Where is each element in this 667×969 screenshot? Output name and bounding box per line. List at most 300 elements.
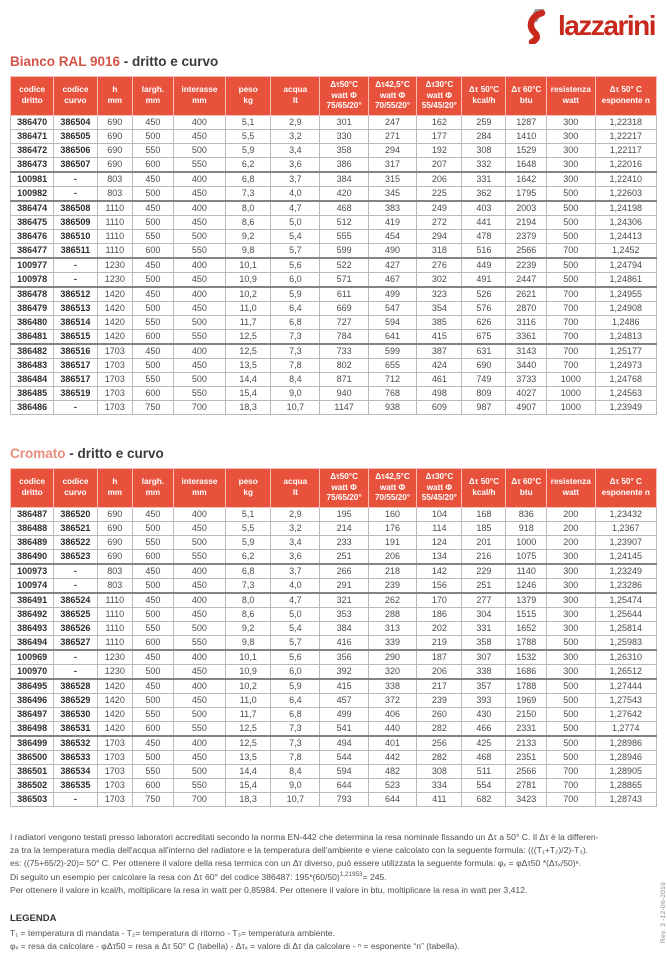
cell: 4,0 <box>271 578 320 593</box>
cell: 2133 <box>506 736 547 751</box>
cell: 468 <box>462 750 506 764</box>
cell-codice-curvo: 386521 <box>54 521 97 535</box>
cell: 2150 <box>506 707 547 721</box>
cell: 1969 <box>506 693 547 707</box>
table-row <box>11 535 657 549</box>
cell: 2566 <box>506 243 547 258</box>
cell: 500 <box>133 693 174 707</box>
column-header: Δτ 50° C esponente n <box>595 77 656 116</box>
cell: 323 <box>417 287 462 302</box>
cell: 809 <box>462 386 506 400</box>
cell-codice-curvo: - <box>54 664 97 679</box>
cell: 550 <box>133 535 174 549</box>
cell: 511 <box>462 764 506 778</box>
example-result: = 245. <box>362 871 387 882</box>
cell: 600 <box>133 549 174 564</box>
cell: 300 <box>547 578 595 593</box>
cell: 802 <box>320 358 368 372</box>
cell-codice-curvo: 386512 <box>54 287 97 302</box>
column-header: Δτ30°C watt Φ 55/45/20° <box>417 77 462 116</box>
cell: 500 <box>133 272 174 287</box>
cell: 1110 <box>97 593 133 608</box>
cell: 1000 <box>547 386 595 400</box>
cell-codice-dritto: 386477 <box>11 243 54 258</box>
cell-codice-curvo: 386509 <box>54 215 97 229</box>
cell: 1,24955 <box>595 287 656 302</box>
cell: 383 <box>368 201 416 216</box>
cell: 393 <box>462 693 506 707</box>
cell-codice-dritto: 386479 <box>11 301 54 315</box>
cell: 358 <box>462 635 506 650</box>
cell-codice-dritto: 386476 <box>11 229 54 243</box>
cell: 550 <box>173 329 225 344</box>
cell: 1,23949 <box>595 400 656 414</box>
cell: 168 <box>462 507 506 521</box>
cell: 441 <box>462 215 506 229</box>
cell-codice-curvo: 386508 <box>54 201 97 216</box>
cell-codice-dritto: 100969 <box>11 650 54 665</box>
cell: 550 <box>173 243 225 258</box>
cell: 214 <box>320 521 368 535</box>
cell: 550 <box>173 386 225 400</box>
cell: 5,6 <box>271 258 320 273</box>
cell-codice-dritto: 386500 <box>11 750 54 764</box>
cell: 3361 <box>506 329 547 344</box>
cell: 300 <box>547 143 595 157</box>
cell: 500 <box>133 521 174 535</box>
cell: 4,7 <box>271 593 320 608</box>
cell: 1,28905 <box>595 764 656 778</box>
cell: 251 <box>462 578 506 593</box>
cell: 7,8 <box>271 358 320 372</box>
column-header: Δτ 50°C kcal/h <box>462 77 506 116</box>
legend-title: LEGENDA <box>10 912 57 924</box>
cell: 700 <box>173 792 225 806</box>
cell: 1,22217 <box>595 129 656 143</box>
cell: 500 <box>547 215 595 229</box>
cell-codice-curvo: 386506 <box>54 143 97 157</box>
cell: 345 <box>368 186 416 201</box>
cell: 1000 <box>506 535 547 549</box>
cell: 2870 <box>506 301 547 315</box>
cell: 1,2367 <box>595 521 656 535</box>
cell: 544 <box>320 750 368 764</box>
cell: 134 <box>417 549 462 564</box>
table-row <box>11 564 657 579</box>
cell: 9,8 <box>226 243 271 258</box>
cell: 290 <box>368 650 416 665</box>
cell: 793 <box>320 792 368 806</box>
table-row <box>11 664 657 679</box>
cell: 10,7 <box>271 400 320 414</box>
cell: 313 <box>368 621 416 635</box>
cell: 1,28986 <box>595 736 656 751</box>
legend-line: T₁ = temperatura di mandata - T₂= temperatura di ritorno - T₃= temperatura ambiente. <box>10 928 335 939</box>
cell-codice-dritto: 386486 <box>11 400 54 414</box>
cell: 1420 <box>97 287 133 302</box>
cell: 466 <box>462 721 506 736</box>
cell: 300 <box>547 549 595 564</box>
cell: 331 <box>462 621 506 635</box>
cell: 387 <box>417 344 462 359</box>
cell-codice-dritto: 100973 <box>11 564 54 579</box>
cell: 2194 <box>506 215 547 229</box>
cell-codice-dritto: 386494 <box>11 635 54 650</box>
cell-codice-curvo: 386526 <box>54 621 97 635</box>
cell: 690 <box>97 507 133 521</box>
cell: 940 <box>320 386 368 400</box>
cell: 1686 <box>506 664 547 679</box>
cell: 450 <box>173 215 225 229</box>
cell-codice-dritto: 386471 <box>11 129 54 143</box>
table-row <box>11 329 657 344</box>
cell: 2,9 <box>271 115 320 129</box>
table-row <box>11 344 657 359</box>
table-row <box>11 707 657 721</box>
cell: 1379 <box>506 593 547 608</box>
cell: 1703 <box>97 372 133 386</box>
cell: 8,4 <box>271 372 320 386</box>
cell: 8,0 <box>226 593 271 608</box>
cell: 500 <box>133 358 174 372</box>
cell: 6,8 <box>271 315 320 329</box>
table-row <box>11 679 657 694</box>
cell: 294 <box>417 229 462 243</box>
cell: 1,22318 <box>595 115 656 129</box>
cell: 450 <box>173 693 225 707</box>
cell: 176 <box>368 521 416 535</box>
cell-codice-dritto: 386491 <box>11 593 54 608</box>
cell: 500 <box>133 750 174 764</box>
table-row <box>11 287 657 302</box>
table-row <box>11 721 657 736</box>
cell: 1140 <box>506 564 547 579</box>
cell: 631 <box>462 344 506 359</box>
cell: 425 <box>462 736 506 751</box>
cell: 499 <box>368 287 416 302</box>
cell: 272 <box>417 215 462 229</box>
column-header: resistenza watt <box>547 77 595 116</box>
cell: 6,4 <box>271 301 320 315</box>
cell: 700 <box>547 315 595 329</box>
cell-codice-dritto: 386489 <box>11 535 54 549</box>
cell: 1,26310 <box>595 650 656 665</box>
cell: 10,2 <box>226 679 271 694</box>
column-header: codice curvo <box>54 77 97 116</box>
cell: 6,8 <box>271 707 320 721</box>
cell: 385 <box>417 315 462 329</box>
cell: 400 <box>173 258 225 273</box>
cell: 6,2 <box>226 157 271 172</box>
cell: 1110 <box>97 243 133 258</box>
cell: 571 <box>320 272 368 287</box>
table-row <box>11 736 657 751</box>
cell: 357 <box>462 679 506 694</box>
cell: 330 <box>320 129 368 143</box>
cell: 690 <box>462 358 506 372</box>
cell: 8,0 <box>226 201 271 216</box>
cell: 1147 <box>320 400 368 414</box>
cell: 271 <box>368 129 416 143</box>
cell: 500 <box>547 750 595 764</box>
cell: 700 <box>547 344 595 359</box>
cell: 450 <box>173 272 225 287</box>
cell: 195 <box>320 507 368 521</box>
note-line: es: ((75+65/2)-20)= 50° C. Per ottenere il valore della resa termica con un Δτ diverso, può essere utilizzata la seguente formula: φₓ = φΔτ50 *(Δτₓ/50)ⁿ. <box>10 858 582 869</box>
section-cromato <box>10 446 657 807</box>
cell: 191 <box>368 535 416 549</box>
table-row <box>11 792 657 806</box>
cell: 450 <box>173 186 225 201</box>
cell: 690 <box>97 115 133 129</box>
cell: 1230 <box>97 258 133 273</box>
cell: 1532 <box>506 650 547 665</box>
cell-codice-dritto: 100978 <box>11 272 54 287</box>
cell: 555 <box>320 229 368 243</box>
cell: 1,24563 <box>595 386 656 400</box>
cell: 9,8 <box>226 635 271 650</box>
cell: 6,8 <box>226 172 271 187</box>
cell: 2781 <box>506 778 547 792</box>
table-row <box>11 400 657 414</box>
cell: 803 <box>97 564 133 579</box>
table-row <box>11 115 657 129</box>
cell: 206 <box>417 664 462 679</box>
cell: 300 <box>547 650 595 665</box>
cell: 450 <box>133 172 174 187</box>
cell: 7,3 <box>271 344 320 359</box>
cell: 700 <box>173 400 225 414</box>
cell: 354 <box>417 301 462 315</box>
table-row <box>11 186 657 201</box>
cell: 675 <box>462 329 506 344</box>
cell: 416 <box>320 635 368 650</box>
cell: 500 <box>547 707 595 721</box>
cell: 1,23286 <box>595 578 656 593</box>
cell: 1,24145 <box>595 549 656 564</box>
cell: 300 <box>547 593 595 608</box>
cell: 202 <box>417 621 462 635</box>
column-header: Δτ 50° C esponente n <box>595 468 656 507</box>
cell: 239 <box>417 693 462 707</box>
cell: 3,6 <box>271 549 320 564</box>
cell: 500 <box>133 607 174 621</box>
cell-codice-curvo: 386520 <box>54 507 97 521</box>
cromato-title-highlight: Cromato <box>10 445 66 461</box>
cell: 339 <box>368 635 416 650</box>
cell: 300 <box>547 607 595 621</box>
cell: 7,3 <box>226 578 271 593</box>
column-header: Δτ 50°C kcal/h <box>462 468 506 507</box>
table-row <box>11 229 657 243</box>
cell: 5,5 <box>226 521 271 535</box>
cell: 2447 <box>506 272 547 287</box>
cell: 500 <box>547 635 595 650</box>
cell-codice-dritto: 386478 <box>11 287 54 302</box>
cell: 987 <box>462 400 506 414</box>
cell: 207 <box>417 157 462 172</box>
cell: 626 <box>462 315 506 329</box>
footnotes <box>10 831 657 954</box>
cell: 644 <box>320 778 368 792</box>
example-text: Di seguito un esempio per calcolare la resa con Δτ 60° del codice 386487: 195*(60/50) <box>10 871 340 882</box>
cell: 599 <box>368 344 416 359</box>
note-conversion-line: Per ottenere il valore in kcal/h, moltiplicare la resa in watt per 0,85984. Per ottenere il valore in btu, moltiplicare la resa in watt per 3,412. <box>10 884 528 895</box>
cell: 1652 <box>506 621 547 635</box>
cell: 468 <box>320 201 368 216</box>
column-header: resistenza watt <box>547 468 595 507</box>
cell-codice-curvo: 386511 <box>54 243 97 258</box>
brand-header <box>10 6 657 46</box>
cell: 162 <box>417 115 462 129</box>
cell-codice-dritto: 386501 <box>11 764 54 778</box>
table-row <box>11 215 657 229</box>
column-header: codice dritto <box>11 468 54 507</box>
cell: 450 <box>133 344 174 359</box>
column-header: Δτ50°C watt Φ 75/65/20° <box>320 468 368 507</box>
table-row <box>11 578 657 593</box>
cell-codice-dritto: 100970 <box>11 664 54 679</box>
cell: 1420 <box>97 301 133 315</box>
cell: 9,0 <box>271 778 320 792</box>
cell: 690 <box>97 143 133 157</box>
cell: 733 <box>320 344 368 359</box>
table-row <box>11 650 657 665</box>
cromato-header-row <box>11 468 657 507</box>
cell: 11,0 <box>226 693 271 707</box>
cell: 282 <box>417 721 462 736</box>
cell: 450 <box>173 301 225 315</box>
cell-codice-curvo: 386519 <box>54 386 97 400</box>
cell: 450 <box>133 650 174 665</box>
cell: 5,9 <box>226 535 271 549</box>
cell: 308 <box>417 764 462 778</box>
cell: 768 <box>368 386 416 400</box>
cell-codice-dritto: 386502 <box>11 778 54 792</box>
cell: 1,24198 <box>595 201 656 216</box>
cell: 400 <box>173 201 225 216</box>
cell-codice-curvo: 386530 <box>54 707 97 721</box>
cell-codice-dritto: 386470 <box>11 115 54 129</box>
cell: 1648 <box>506 157 547 172</box>
cell-codice-curvo: - <box>54 578 97 593</box>
cell-codice-curvo: - <box>54 186 97 201</box>
cell: 576 <box>462 301 506 315</box>
table-row <box>11 386 657 400</box>
cell-codice-dritto: 386496 <box>11 693 54 707</box>
cell-codice-curvo: 386525 <box>54 607 97 621</box>
cell: 644 <box>368 792 416 806</box>
table-row <box>11 143 657 157</box>
cell: 1230 <box>97 664 133 679</box>
column-header: Δτ42,5°C watt Φ 70/55/20° <box>368 77 416 116</box>
cell: 454 <box>368 229 416 243</box>
cell-codice-curvo: 386507 <box>54 157 97 172</box>
cell-codice-dritto: 386475 <box>11 215 54 229</box>
cell-codice-curvo: 386523 <box>54 549 97 564</box>
cell-codice-curvo: - <box>54 172 97 187</box>
cell: 1788 <box>506 635 547 650</box>
cell: 500 <box>547 186 595 201</box>
cell: 500 <box>133 129 174 143</box>
cell: 1000 <box>547 372 595 386</box>
note-example-line <box>10 871 657 884</box>
cell: 450 <box>133 201 174 216</box>
table-row <box>11 635 657 650</box>
cell-codice-curvo: - <box>54 272 97 287</box>
cell-codice-dritto: 386497 <box>11 707 54 721</box>
cell: 5,9 <box>271 679 320 694</box>
cell: 400 <box>173 507 225 521</box>
cell: 600 <box>133 243 174 258</box>
cell: 5,4 <box>271 229 320 243</box>
cell: 682 <box>462 792 506 806</box>
cell: 1000 <box>547 400 595 414</box>
cell: 420 <box>320 186 368 201</box>
cell: 1075 <box>506 549 547 564</box>
cell: 260 <box>417 707 462 721</box>
example-exponent: 1,21953 <box>339 870 363 878</box>
table-row <box>11 258 657 273</box>
cell: 400 <box>173 679 225 694</box>
cell-codice-curvo: 386535 <box>54 778 97 792</box>
cell: 494 <box>320 736 368 751</box>
cell: 5,7 <box>271 635 320 650</box>
cell: 10,1 <box>226 650 271 665</box>
cell: 541 <box>320 721 368 736</box>
cell: 239 <box>368 578 416 593</box>
cell: 749 <box>462 372 506 386</box>
cell-codice-dritto: 386482 <box>11 344 54 359</box>
cell: 500 <box>133 664 174 679</box>
cell: 512 <box>320 215 368 229</box>
cell: 10,9 <box>226 272 271 287</box>
cell: 500 <box>133 301 174 315</box>
legend-line: φₓ = resa da calcolare - φΔτ50 = resa a Δτ 50° C (tabella) - Δτₓ = valore di Δτ da calcolare - ⁿ = esponente “n” (tabella). <box>10 941 460 952</box>
lazzarini-logo-icon <box>521 8 551 44</box>
cell-codice-dritto: 386499 <box>11 736 54 751</box>
cell: 1,27543 <box>595 693 656 707</box>
cell: 5,0 <box>271 607 320 621</box>
cell: 358 <box>320 143 368 157</box>
cell: 300 <box>547 621 595 635</box>
table-row <box>11 358 657 372</box>
cell: 411 <box>417 792 462 806</box>
cell: 217 <box>417 679 462 694</box>
cell: 803 <box>97 172 133 187</box>
cell: 6,0 <box>271 664 320 679</box>
cell: 1110 <box>97 607 133 621</box>
cell: 334 <box>417 778 462 792</box>
cell: 500 <box>173 707 225 721</box>
cell-codice-dritto: 100981 <box>11 172 54 187</box>
cell: 500 <box>173 372 225 386</box>
cell: 1420 <box>97 707 133 721</box>
cell-codice-curvo: 386532 <box>54 736 97 751</box>
cell: 3,2 <box>271 129 320 143</box>
cell: 1230 <box>97 650 133 665</box>
table-row <box>11 507 657 521</box>
cell: 1420 <box>97 315 133 329</box>
cell: 700 <box>547 358 595 372</box>
cell: 1110 <box>97 229 133 243</box>
cell: 450 <box>133 736 174 751</box>
cell: 300 <box>547 115 595 129</box>
cell: 500 <box>547 679 595 694</box>
table-row <box>11 764 657 778</box>
cell: 9,2 <box>226 229 271 243</box>
cell: 9,2 <box>226 621 271 635</box>
